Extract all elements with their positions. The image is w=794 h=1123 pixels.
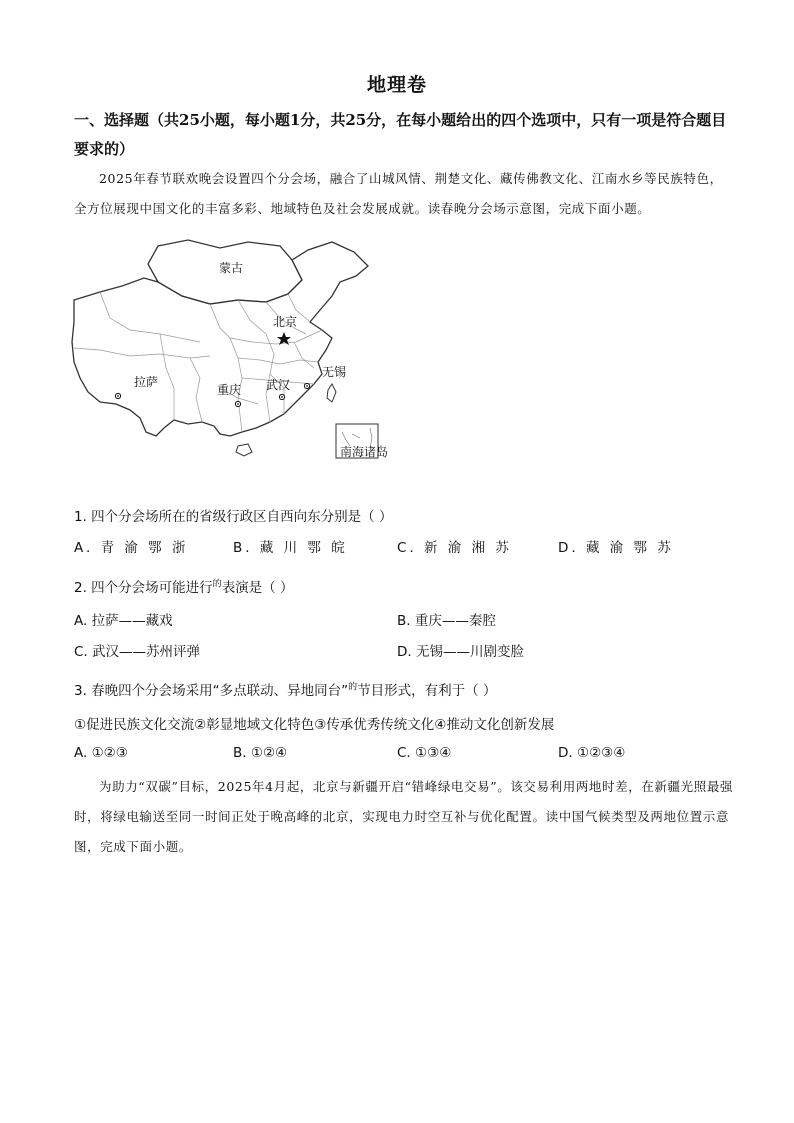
question-2-option-a: A. 拉萨——藏戏: [74, 613, 173, 629]
question-2-option-d: D. 无锡——川剧变脸: [397, 644, 524, 660]
inset-label: 南海诸岛: [340, 445, 389, 459]
chongqing-label: 重庆: [217, 383, 242, 397]
passage-1: 2025年春节联欢晚会设置四个分会场，融合了山城风情、荆楚文化、藏传佛教文化、江南水乡等民族特色，全方位展现中国文化的丰富多彩、地域特色及社会发展成就。读春晚分会场示意图，完成下面小题。: [74, 171, 723, 216]
beijing-label: 北京: [273, 315, 298, 329]
china-map: [70, 238, 390, 460]
question-3-option-b: B. ①②④: [233, 745, 288, 761]
wuxi-label: 无锡: [322, 365, 347, 379]
question-1-option-b: B. 藏 川 鄂 皖: [233, 540, 348, 556]
taiwan-island: [327, 384, 336, 402]
question-2-option-b: B. 重庆——秦腔: [397, 613, 496, 629]
hainan-island: [236, 444, 252, 456]
mongolia-label: 蒙古: [219, 261, 244, 275]
question-1-option-a: A. 青 渝 鄂 浙: [74, 540, 189, 556]
question-3-option-d: D. ①②③④: [558, 745, 626, 761]
question-2-stem: 2. 四个分会场可能进行$^的$表演是（ ）: [74, 579, 294, 596]
passage-2: 为助力“双碳”目标，2025年4月起，北京与新疆开启“错峰绿电交易”。该交易利用两地时差，在新疆光照最强时，将绿电输送至同一时间正处于晚高峰的北京，实现电力时空互补与优化配置。读中国气候类型及两地位置示意图，完成下面小题。: [74, 779, 734, 854]
china-map-figure: [70, 238, 390, 460]
section-heading: 一、选择题（共25小题，每小题1分，共25分，在每小题给出的四个选项中，只有一项是符合题目要求的）: [74, 111, 727, 158]
question-3-option-a: A. ①②③: [74, 745, 128, 761]
question-1-option-c: C. 新 渝 湘 苏: [397, 540, 512, 556]
wuhan-label: 武汉: [266, 378, 291, 392]
question-3-statements: ①促进民族文化交流②彰显地域文化特色③传承优秀传统文化④推动文化创新发展: [74, 717, 555, 733]
question-1-stem: 1. 四个分会场所在的省级行政区自西向东分别是（ ）: [74, 509, 393, 525]
province-boundaries: [74, 292, 322, 432]
question-2-option-c: C. 武汉——苏州评弹: [74, 644, 201, 660]
question-3-option-c: C. ①③④: [397, 745, 452, 761]
page-title: 地理卷: [366, 74, 427, 96]
question-3-stem: 3. 春晚四个分会场采用“多点联动、异地同台”$^的$节目形式，有利于（ ）: [74, 682, 497, 699]
lhasa-label: 拉萨: [134, 375, 159, 389]
question-1-option-d: D. 藏 渝 鄂 苏: [558, 540, 674, 556]
